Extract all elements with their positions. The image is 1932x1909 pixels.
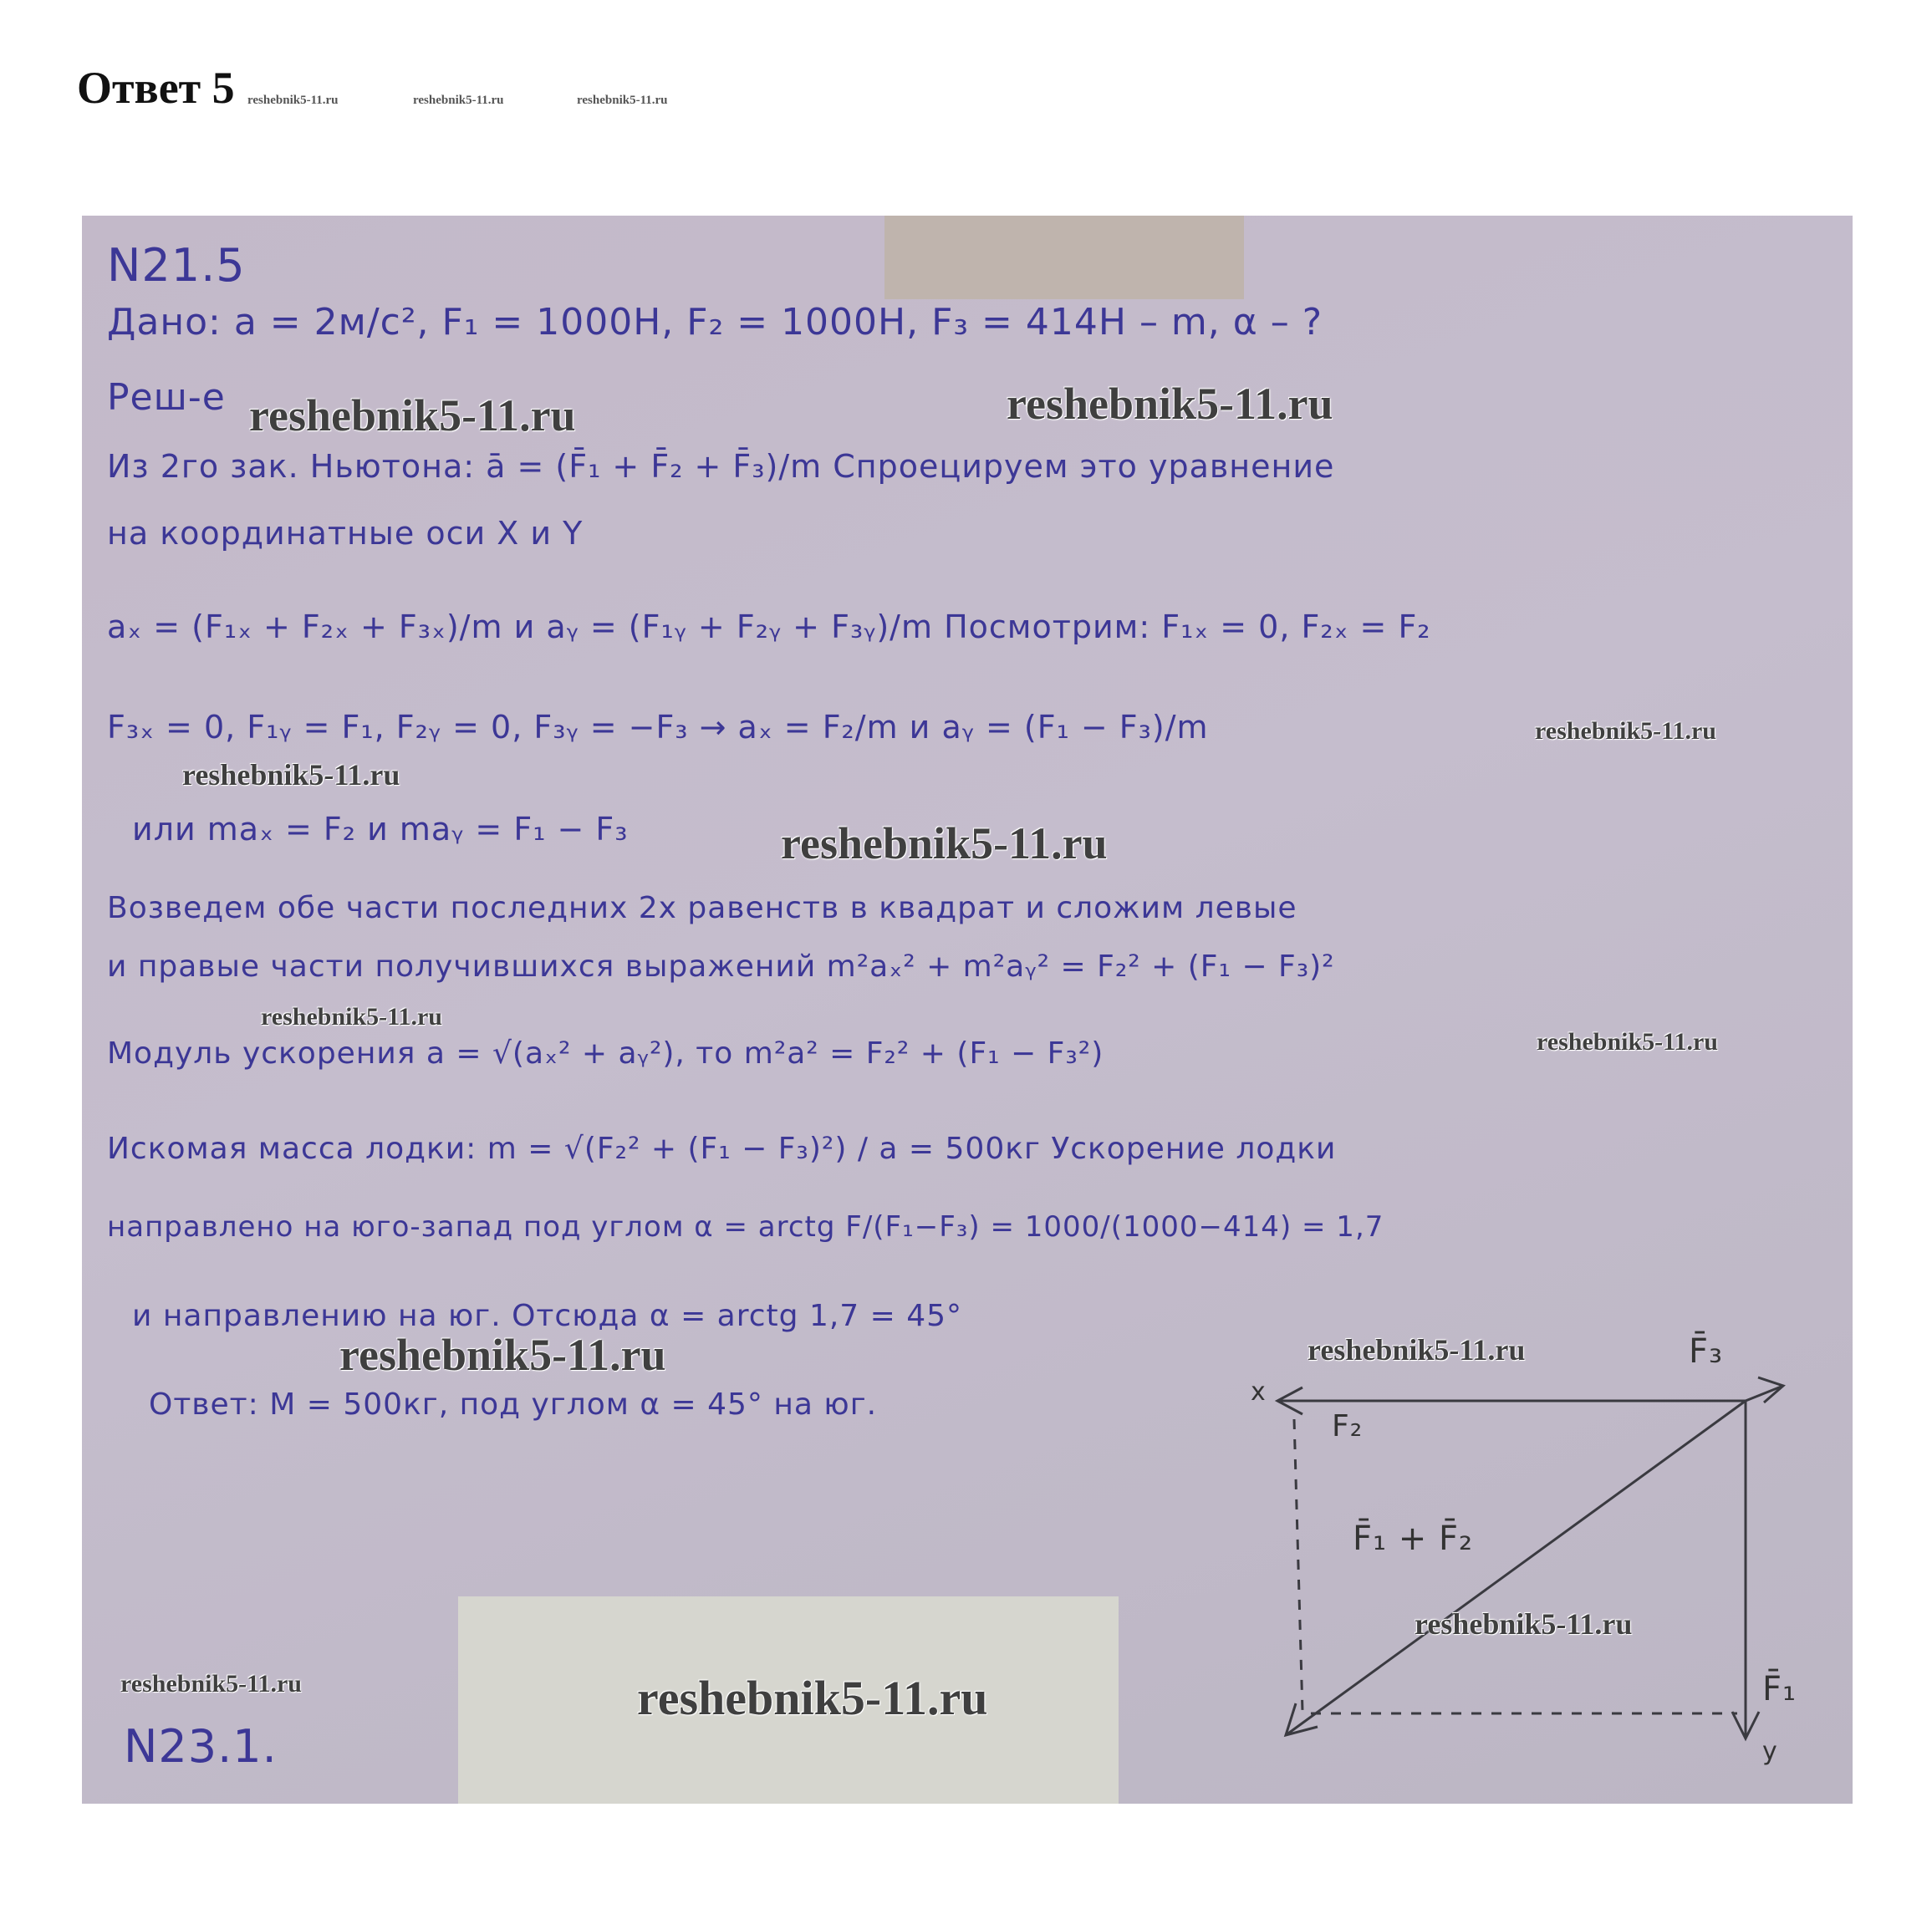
- header-watermark-3: reshebnik5-11.ru: [577, 94, 668, 107]
- watermark: reshebnik5-11.ru: [120, 1670, 302, 1698]
- f3-vector-line: [1746, 1386, 1783, 1401]
- watermark: reshebnik5-11.ru: [249, 390, 576, 440]
- f2-label: F₂: [1332, 1409, 1364, 1443]
- mass-line: Искомая масса лодки: m = √(F₂² + (F₁ − F₃)²) / a = 500кг Ускорение лодки: [107, 1132, 1337, 1166]
- y-axis-label: y: [1762, 1737, 1778, 1766]
- header-watermark-1: reshebnik5-11.ru: [247, 94, 339, 107]
- square-line-2: и правые части получившихся выражений m²aₓ² + m²aᵧ² = F₂² + (F₁ − F₃)²: [107, 949, 1335, 984]
- page-header: [77, 62, 235, 114]
- x-axis-label: x: [1251, 1377, 1267, 1407]
- watermark: reshebnik5-11.ru: [182, 758, 400, 792]
- axes-line: на координатные оси X и Y: [107, 515, 584, 552]
- resultant-label: F̄₁ + F̄₂: [1353, 1520, 1474, 1558]
- solution-photo: [82, 216, 1853, 1804]
- watermark: reshebnik5-11.ru: [1415, 1607, 1633, 1641]
- watermark: reshebnik5-11.ru: [637, 1671, 988, 1725]
- watermark: reshebnik5-11.ru: [339, 1330, 666, 1380]
- dashed-vertical-line: [1294, 1419, 1302, 1712]
- watermark: reshebnik5-11.ru: [261, 1003, 442, 1031]
- resultant-vector-line: [1286, 1401, 1746, 1735]
- watermark: reshebnik5-11.ru: [1308, 1333, 1526, 1367]
- problem-number: N21.5: [107, 239, 246, 292]
- f3-label: F̄₃: [1689, 1332, 1724, 1371]
- projection-line: aₓ = (F₁ₓ + F₂ₓ + F₃ₓ)/m и aᵧ = (F₁ᵧ + F₂ᵧ + F₃ᵧ)/m Посмотрим: F₁ₓ = 0, F₂ₓ = F₂: [107, 608, 1431, 645]
- watermark: reshebnik5-11.ru: [781, 818, 1108, 868]
- components-line: F₃ₓ = 0, F₁ᵧ = F₁, F₂ᵧ = 0, F₃ᵧ = −F₃ → aₓ = F₂/m и aᵧ = (F₁ − F₃)/m: [107, 709, 1209, 746]
- page-title: Ответ 5: [77, 63, 235, 113]
- header-watermark-2: reshebnik5-11.ru: [413, 94, 504, 107]
- answer-line: Ответ: M = 500кг, под углом α = 45° на юг.: [149, 1387, 878, 1422]
- south-line: и направлению на юг. Отсюда α = arctg 1,7 = 45°: [132, 1299, 963, 1333]
- or-line: или maₓ = F₂ и maᵧ = F₁ − F₃: [132, 811, 629, 848]
- next-problem-number: N23.1.: [124, 1720, 278, 1773]
- solution-label: Реш-е: [107, 376, 226, 419]
- watermark: reshebnik5-11.ru: [1535, 717, 1716, 745]
- newton-line: Из 2го зак. Ньютона: ā = (F̄₁ + F̄₂ + F̄₃)/m Спроецируем это уравнение: [107, 448, 1335, 485]
- modulus-line: Модуль ускорения a = √(aₓ² + aᵧ²), то m²a² = F₂² + (F₁ − F₃²): [107, 1036, 1104, 1071]
- f1-label: F̄₁: [1762, 1670, 1797, 1708]
- given-line: Дано: a = 2м/с², F₁ = 1000Н, F₂ = 1000Н, F₃ = 414Н – m, α – ?: [107, 301, 1323, 344]
- square-line-1: Возведем обе части последних 2х равенств в квадрат и сложим левые: [107, 891, 1297, 925]
- watermark: reshebnik5-11.ru: [1007, 379, 1333, 429]
- watermark: reshebnik5-11.ru: [1537, 1028, 1718, 1056]
- direction-line: направлено на юго-запад под углом α = arctg F/(F₁−F₃) = 1000/(1000−414) = 1,7: [107, 1210, 1384, 1244]
